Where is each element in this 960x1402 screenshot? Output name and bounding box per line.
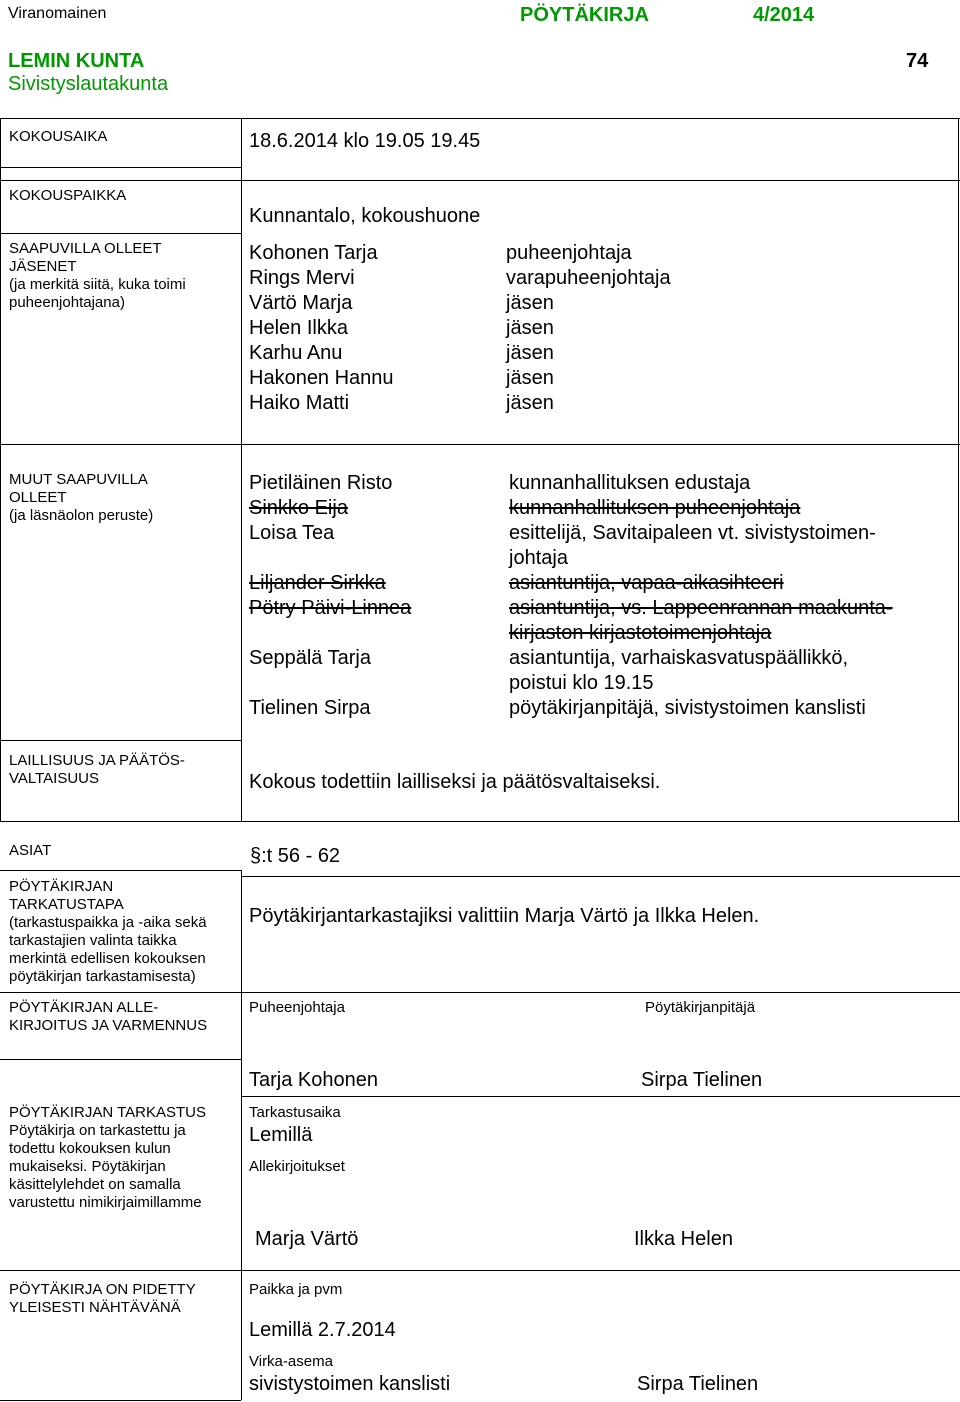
- member-name: Karhu Anu: [249, 342, 343, 364]
- other-role: asiantuntija, varhaiskasvatuspäällikkö,: [509, 647, 849, 669]
- authority-label: Viranomainen: [8, 5, 107, 22]
- others-label: MUUT SAAPUVILLA OLLEET (ja läsnäolon peruste): [9, 471, 154, 524]
- other-role: asiantuntija, vs. Lappeenrannan maakunta-: [509, 597, 893, 619]
- other-role: pöytäkirjanpitäjä, sivistystoimen kanslisti: [509, 697, 866, 719]
- asiat-value: §:t 56 - 62: [250, 845, 341, 867]
- page-number: 74: [906, 50, 929, 72]
- chair-name: Tarja Kohonen: [249, 1069, 378, 1091]
- signature-label: PÖYTÄKIRJAN ALLE- KIRJOITUS JA VARMENNUS: [9, 999, 208, 1034]
- place-date-value: Lemillä 2.7.2014: [249, 1319, 396, 1341]
- row-rule: [0, 1270, 241, 1271]
- member-name: Kohonen Tarja: [249, 242, 378, 264]
- row-rule: [241, 876, 960, 877]
- review-time-label: Tarkastusaika: [249, 1104, 341, 1121]
- secretary-title: Pöytäkirjanpitäjä: [645, 999, 756, 1016]
- office-value: sivistystoimen kanslisti: [249, 1373, 451, 1395]
- signatures-label: Allekirjoitukset: [249, 1158, 345, 1175]
- frame-right: [958, 118, 959, 821]
- member-role: puheenjohtaja: [506, 242, 632, 264]
- frame-divider: [241, 118, 242, 821]
- frame-left: [0, 118, 1, 821]
- row-rule: [0, 233, 241, 234]
- chair-title: Puheenjohtaja: [249, 999, 345, 1016]
- other-role: esittelijä, Savitaipaleen vt. sivistystoimen-: [509, 522, 876, 544]
- other-roles: [509, 471, 893, 721]
- legality-value: Kokous todettiin lailliseksi ja päätösvaltaiseksi.: [249, 771, 661, 793]
- document-number: 4/2014: [753, 4, 815, 26]
- frame-bottom: [0, 821, 960, 822]
- office-label: Virka-asema: [249, 1353, 333, 1370]
- member-name: Rings Mervi: [249, 267, 355, 289]
- other-role: kunnanhallituksen edustaja: [509, 472, 751, 494]
- other-name: Loisa Tea: [249, 522, 335, 544]
- other-name: Liljander Sirkka: [249, 572, 386, 594]
- other-name: Pietiläinen Risto: [249, 472, 393, 494]
- public-signer: Sirpa Tielinen: [637, 1373, 759, 1395]
- member-role: jäsen: [506, 292, 554, 314]
- other-names: [249, 471, 411, 721]
- secretary-name: Sirpa Tielinen: [641, 1069, 763, 1091]
- row-rule: [0, 180, 960, 181]
- top-rule: [0, 118, 960, 119]
- municipality-name: LEMIN KUNTA: [8, 50, 145, 72]
- review-label: PÖYTÄKIRJAN TARKASTUS Pöytäkirja on tarkastettu ja todettu kokouksen kulun mukaiseksi. Pöytäkirjan käsittelylehdet on samalla varustettu nimikirjaimillamme: [9, 1104, 206, 1211]
- reviewer-1: Marja Värtö: [255, 1228, 359, 1250]
- lower-divider: [241, 870, 242, 1400]
- other-name: [249, 671, 411, 696]
- other-name: Tielinen Sirpa: [249, 697, 371, 719]
- reviewer-2: Ilkka Helen: [634, 1228, 733, 1250]
- asiat-label: ASIAT: [9, 842, 52, 859]
- member-roles: [506, 241, 671, 416]
- other-name: [249, 546, 411, 571]
- row-rule: [0, 167, 241, 168]
- row-rule: [241, 992, 960, 993]
- member-role: jäsen: [506, 367, 554, 389]
- row-rule: [0, 740, 241, 741]
- member-name: Helen Ilkka: [249, 317, 348, 339]
- other-name: Pötry Päivi-Linnea: [249, 597, 412, 619]
- other-name: Seppälä Tarja: [249, 647, 371, 669]
- member-role: jäsen: [506, 342, 554, 364]
- row-rule: [0, 870, 241, 871]
- row-rule: [0, 1059, 241, 1060]
- board-name: Sivistyslautakunta: [8, 73, 169, 95]
- other-role: kirjaston kirjastotoimenjohtaja: [509, 622, 772, 644]
- member-name: Värtö Marja: [249, 292, 353, 314]
- review-place: Lemillä: [249, 1124, 313, 1146]
- member-role: varapuheenjohtaja: [506, 267, 671, 289]
- other-name: Sinkko Eija: [249, 497, 348, 519]
- member-names: [249, 241, 394, 416]
- members-label: SAAPUVILLA OLLEET JÄSENET (ja merkitä siitä, kuka toimi puheenjohtajana): [9, 240, 186, 311]
- member-name: Haiko Matti: [249, 392, 350, 414]
- member-role: jäsen: [506, 392, 554, 414]
- place-date-label: Paikka ja pvm: [249, 1281, 343, 1298]
- other-name: [249, 621, 411, 646]
- other-role: asiantuntija, vapaa-aikasihteeri: [509, 572, 784, 594]
- meeting-place-label: KOKOUSPAIKKA: [9, 187, 127, 204]
- legality-label: LAILLISUUS JA PÄÄTÖS- VALTAISUUS: [9, 752, 185, 787]
- meeting-time-value: 18.6.2014 klo 19.05 19.45: [249, 130, 481, 152]
- row-rule: [241, 1270, 960, 1271]
- other-role: poistui klo 19.15: [509, 672, 654, 694]
- meeting-time-label: KOKOUSAIKA: [9, 128, 108, 145]
- row-rule: [0, 1400, 241, 1401]
- other-role: kunnanhallituksen puheenjohtaja: [509, 497, 801, 519]
- review-method-label: PÖYTÄKIRJAN TARKATUSTAPA (tarkastuspaikka ja -aika sekä tarkastajien valinta taikka merkintä edellisen kokouksen pöytäkirjan tarkastamisesta): [9, 878, 207, 985]
- member-role: jäsen: [506, 317, 554, 339]
- public-label: PÖYTÄKIRJA ON PIDETTY YLEISESTI NÄHTÄVÄNÄ: [9, 1281, 196, 1316]
- member-name: Hakonen Hannu: [249, 367, 394, 389]
- document-type: PÖYTÄKIRJA: [520, 4, 649, 26]
- row-rule: [0, 444, 960, 445]
- other-role: johtaja: [509, 547, 568, 569]
- row-rule: [0, 992, 241, 993]
- meeting-place-value: Kunnantalo, kokoushuone: [249, 205, 481, 227]
- row-rule: [241, 1096, 960, 1097]
- review-method-value: Pöytäkirjantarkastajiksi valittiin Marja Värtö ja Ilkka Helen.: [249, 905, 760, 927]
